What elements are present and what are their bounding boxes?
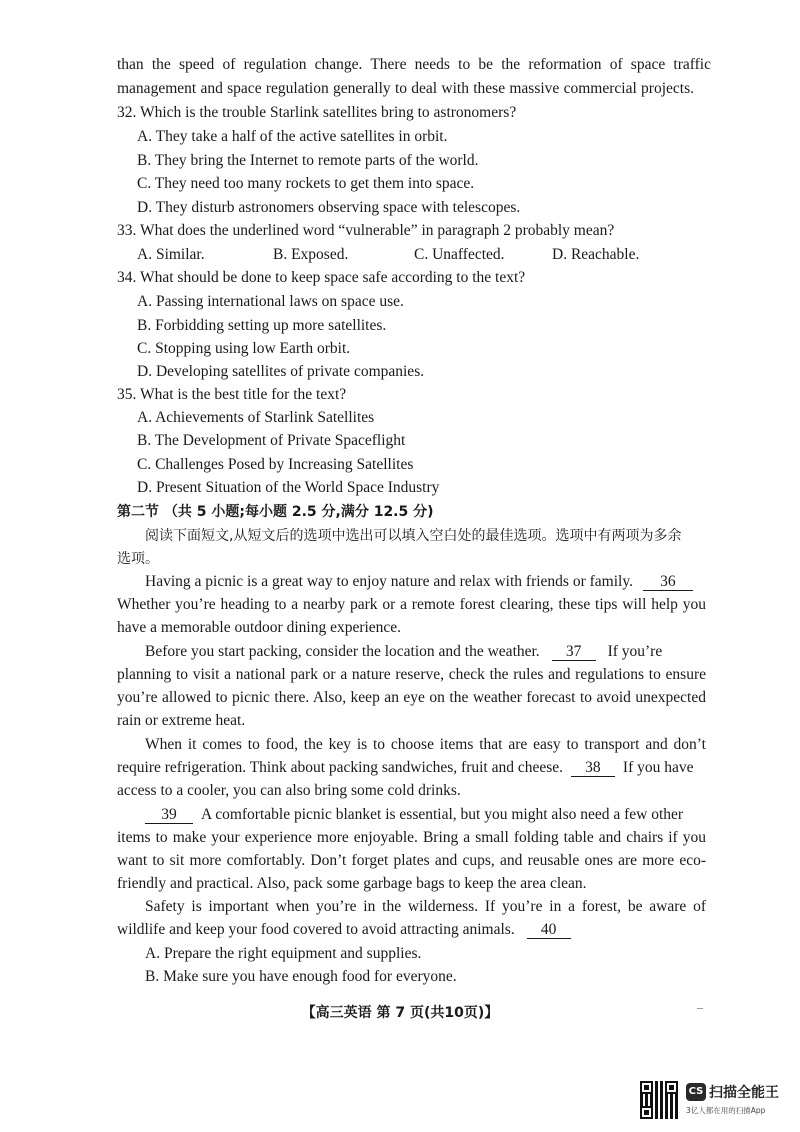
passage-line: management and space regulation generally to deal with these massive commercial projects. <box>117 80 694 97</box>
question-35-option-a: A. Achievements of Starlink Satellites <box>137 409 375 426</box>
cloze-line: When it comes to food, the key is to choose items that are easy to transport and don’t <box>145 736 706 753</box>
section-instructions: 选项。 <box>117 551 159 567</box>
blank-36[interactable]: 36 <box>643 573 693 591</box>
question-33-option-b: B. Exposed. <box>273 246 349 263</box>
cloze-line: items to make your experience more enjoyable. Bring a small folding table and chairs if you <box>117 829 706 846</box>
cloze-line: 39 A comfortable picnic blanket is essential, but you might also need a few other <box>145 805 683 825</box>
question-32-option-b: B. They bring the Internet to remote parts of the world. <box>137 152 479 169</box>
question-34-option-d: D. Developing satellites of private companies. <box>137 363 425 380</box>
question-32-stem: 32. Which is the trouble Starlink satellites bring to astronomers? <box>117 104 517 121</box>
page-footer: 【高三英语 第 7 页(共10页)】 <box>301 1005 499 1021</box>
question-32-option-c: C. They need too many rockets to get them into space. <box>137 175 475 192</box>
question-33-stem: 33. What does the underlined word “vulnerable” in paragraph 2 probably mean? <box>117 222 615 239</box>
answer-option-a: A. Prepare the right equipment and supplies. <box>145 945 422 962</box>
question-33-option-a: A. Similar. <box>137 246 205 263</box>
question-33-option-d: D. Reachable. <box>552 246 640 263</box>
question-34-option-a: A. Passing international laws on space use. <box>137 293 404 310</box>
qr-code-icon <box>640 1081 678 1119</box>
passage-line: than the speed of regulation change. There needs to be the reformation of space traffic <box>117 56 711 73</box>
cloze-line: have a memorable outdoor dining experience. <box>117 619 402 636</box>
section-heading: 第二节 （共 5 小题;每小题 2.5 分,满分 12.5 分) <box>117 504 434 520</box>
footer-mark: – <box>697 1000 703 1014</box>
cloze-line: friendly and practical. Also, pack some garbage bags to keep the area clean. <box>117 875 587 892</box>
cloze-line: want to sit more comfortably. Don’t forget plates and cups, and reusable ones are more eco- <box>117 852 706 869</box>
blank-37[interactable]: 37 <box>552 643 596 661</box>
cloze-line: access to a cooler, you can also bring some cold drinks. <box>117 782 461 799</box>
watermark-slogan: 3亿人都在用的扫描App <box>686 1106 766 1115</box>
cloze-line: you’re allowed to picnic there. Also, keep an eye on the weather forecast to avoid unexpected <box>117 689 706 706</box>
answer-option-b: B. Make sure you have enough food for everyone. <box>145 968 457 985</box>
cloze-line: Safety is important when you’re in the wilderness. If you’re in a forest, be aware of <box>145 898 706 915</box>
blank-39[interactable]: 39 <box>145 806 193 824</box>
question-35-option-d: D. Present Situation of the World Space Industry <box>137 479 440 496</box>
question-35-option-b: B. The Development of Private Spaceflight <box>137 432 406 449</box>
question-33-option-c: C. Unaffected. <box>414 246 505 263</box>
question-34-stem: 34. What should be done to keep space safe according to the text? <box>117 269 526 286</box>
question-32-option-a: A. They take a half of the active satellites in orbit. <box>137 128 448 145</box>
cloze-line: planning to visit a national park or a nature reserve, check the rules and regulations to ensure <box>117 666 706 683</box>
camscanner-logo-icon: CS <box>686 1083 706 1101</box>
cloze-line: Having a picnic is a great way to enjoy nature and relax with friends or family. 36 <box>145 572 693 592</box>
section-instructions: 阅读下面短文,从短文后的选项中选出可以填入空白处的最佳选项。选项中有两项为多余 <box>145 528 682 544</box>
question-32-option-d: D. They disturb astronomers observing space with telescopes. <box>137 199 521 216</box>
question-33-options <box>137 245 639 265</box>
cloze-line: require refrigeration. Think about packing sandwiches, fruit and cheese. 38 If you have <box>117 759 694 776</box>
question-35-option-c: C. Challenges Posed by Increasing Satellites <box>137 456 414 473</box>
cloze-line: Whether you’re heading to a nearby park or a remote forest clearing, these tips will help you <box>117 596 706 613</box>
question-34-option-b: B. Forbidding setting up more satellites. <box>137 317 387 334</box>
question-34-option-c: C. Stopping using low Earth orbit. <box>137 340 351 357</box>
blank-40[interactable]: 40 <box>527 921 571 939</box>
cloze-line: rain or extreme heat. <box>117 712 246 729</box>
scanner-watermark <box>640 1081 790 1121</box>
cloze-line: Before you start packing, consider the location and the weather. 37 If you’re <box>145 643 663 660</box>
blank-38[interactable]: 38 <box>571 759 615 777</box>
cloze-line: wildlife and keep your food covered to avoid attracting animals. 40 <box>117 920 571 940</box>
question-35-stem: 35. What is the best title for the text? <box>117 386 347 403</box>
watermark-brand: 扫描全能王 <box>709 1085 779 1101</box>
